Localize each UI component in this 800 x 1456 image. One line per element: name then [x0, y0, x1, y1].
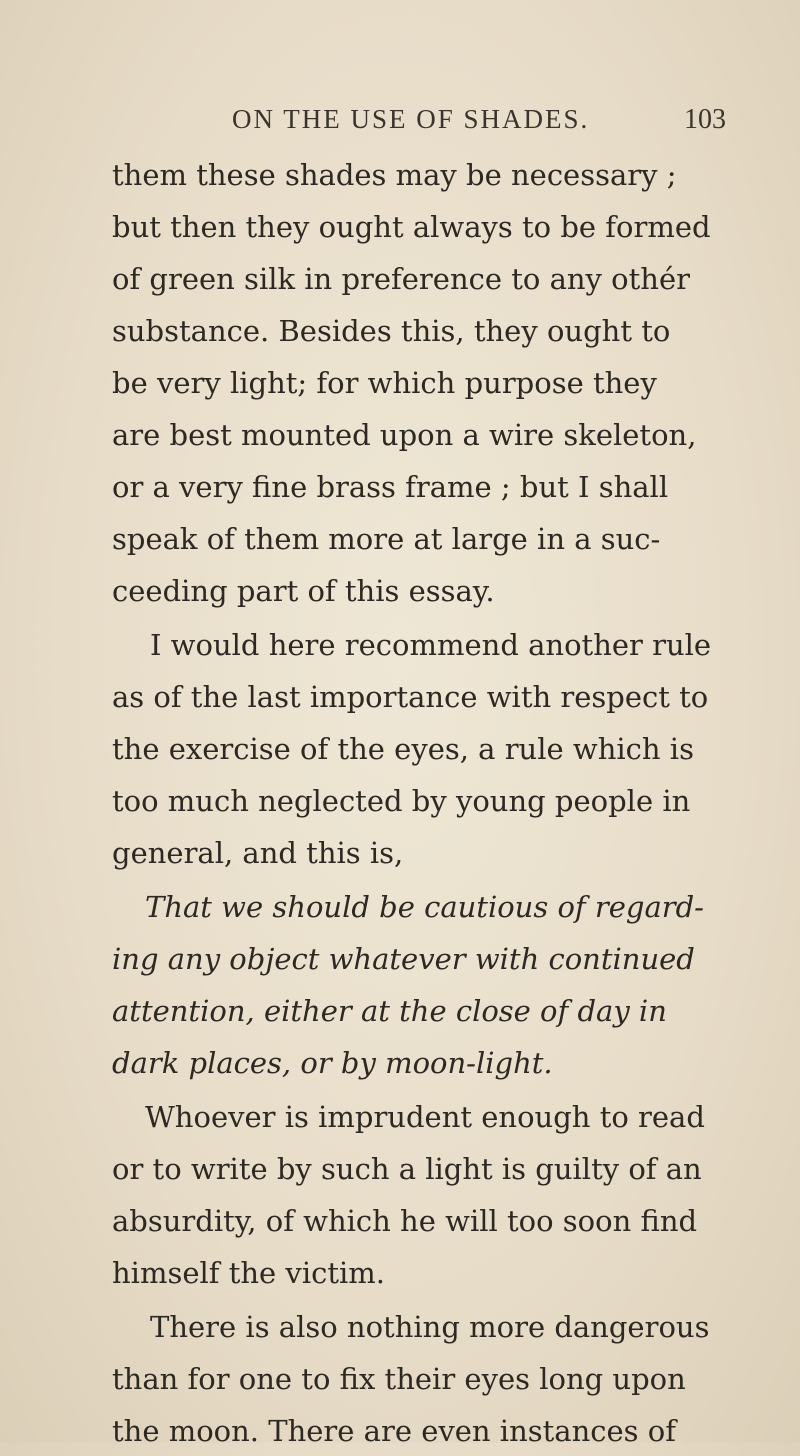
text-line: but then they ought always to be formed [112, 210, 711, 244]
text-line: than for one to fix their eyes long upon [112, 1362, 686, 1396]
text-line: as of the last importance with respect to [112, 680, 709, 714]
text-line: or a very fine brass frame ; but I shall [112, 470, 669, 504]
text-line: them these shades may be necessary ; [112, 158, 677, 192]
text-line: substance. Besides this, they ought to [112, 314, 671, 348]
text-line: absurdity, of which he will too soon find [112, 1204, 698, 1238]
text-line: himself the victim. [112, 1256, 385, 1290]
text-line: are best mounted upon a wire skeleton, [112, 418, 697, 452]
text-line: Whoever is imprudent enough to read [145, 1100, 705, 1134]
text-line: or to write by such a light is guilty of an [112, 1152, 702, 1186]
text-line: the moon. There are even instances of [112, 1414, 676, 1448]
text-line: I would here recommend another rule [150, 628, 712, 662]
text-line: general, and this is, [112, 836, 404, 870]
text-line: There is also nothing more dangerous [150, 1310, 710, 1344]
text-line: dark places, or by moon-light. [112, 1046, 553, 1080]
text-line: too much neglected by young people in [112, 784, 691, 818]
page-header [0, 104, 800, 144]
text-line: the exercise of the eyes, a rule which is [112, 732, 694, 766]
text-line: speak of them more at large in a suc- [112, 522, 661, 556]
text-line: That we should be cautious of regard- [145, 890, 704, 924]
text-line: ceeding part of this essay. [112, 574, 495, 608]
text-line: of green silk in preference to any othér [112, 262, 690, 296]
text-line: ing any object whatever with continued [112, 942, 695, 976]
text-line: be very light; for which purpose they [112, 366, 657, 400]
text-line: attention, either at the close of day in [112, 994, 667, 1028]
page-number: 103 [684, 104, 726, 135]
running-head: ON THE USE OF SHADES. [232, 104, 590, 134]
